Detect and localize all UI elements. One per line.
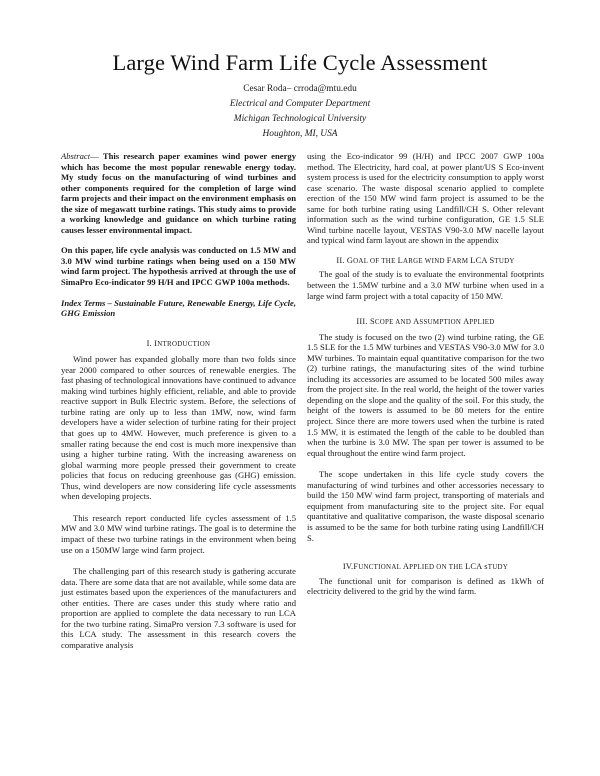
affiliation-university: Michigan Technological University [233, 114, 367, 124]
right-column [307, 151, 544, 597]
intro-paragraph-1: Wind power has expanded globally more than two folds since year 2000 compared to other sources of renewable energies. The fast phasing of technological innovations have continued to advance making wind turbines highly efficient, reliable, and able to provide reactive support in Bulk Electric system. Before, the selections of turbine rating are only up to less than 1MW, now, wind farm developers have a wider selection of turbine rating for their project that goes up to 4MW. However, much preference is given to a smaller rating because the end cost is much more inexpensive than using a higher turbine rating. With the increasing awareness on global warming more people pressed their government to create policies that focus on reducing greenhouse gas (GHG) emission. Thus, wind developers are now considering life cycle assessments when developing projects. [61, 354, 296, 502]
col2-continuation: using the Eco-indicator 99 (H/H) and IPCC 2007 GWP 100a method. The Electricity, hard coal, at power plant/US S Eco-invent system process is used for the electricity consumption to apply worst case scenario. The waste disposal scenario applied to complete erection of the 150 MW wind farm project is assumed to be the same for both turbine rating using Landfill/CH S. Other relevant information such as the wind turbine configuration, GE 1.5 SLE Wind turbine nacelle layout, VESTAS V90-3.0 MW nacelle layout and typical wind farm layout are shown in the appendix [307, 151, 544, 246]
scope-paragraph-2: The scope undertaken in this life cycle study covers the manufacturing of wind turbines and other accessories necessary to build the 150 MW wind farm project, transporting of materials and equipment from manufacturing site to the project site. For equal quantitative and qualitative comparison, the waste disposal scenario is assumed to be the same for both turbine rating using Landfill/CH S. [307, 469, 544, 543]
abstract-label: Abstract [61, 151, 91, 161]
intro-paragraph-2: This research report conducted life cycles assessment of 1.5 MW and 3.0 MW wind turbine ratings. The goal is to determine the impact of these two turbine ratings in the environment when being use on a 150MW large wind farm project. [61, 512, 296, 555]
abstract-paragraph-2: On this paper, life cycle analysis was conducted on 1.5 MW and 3.0 MW wind turbine ratings when being used on a 150 MW wind farm project. The hypothesis arrived at through the use of SimaPro Eco-indicator 99 H/H and IPCC GWP 100a methods. [61, 245, 296, 288]
index-terms: Index Terms – Sustainable Future, Renewable Energy, Life Cycle, GHG Emission [61, 297, 296, 319]
author-line: Cesar Roda– crroda@mtu.edu [243, 84, 357, 94]
abstract-text: This research paper examines wind power energy which has become the most popular renewable energy today. My study focus on the manufacturing of wind turbines and other components required for the completion of large wind farm projects and their impact on the environment emphasis on the size of megawatt turbine ratings. This study aims to provide a working knowledge and guidance on which turbine rating causes lesser environmental impact. [61, 151, 297, 235]
left-column [61, 151, 296, 650]
scope-paragraph-1: The study is focused on the two (2) wind turbine rating, the GE 1.5 SLE for the 1.5 MW turbines and VESTAS V90-3.0 MW for 3.0 MW turbines. To maintain equal quantitative comparison for the two (2) turbine ratings, the manufacturing sites of the wind turbine including its accessories are assumed to be located 500 miles away from the project site. In the real world, the height of the tower varies depending on the slope and the quality of the soil. For this study, the height of the towers is assumed to be 80 meters for the entire project. Since there are more towers used when the turbine is rated 1.5 MW, it is estimated the length of the cable to be doubled than when the turbine is 3.0 MW. The span per tower is assumed to be equal throughout the entire wind farm project. [307, 331, 544, 458]
affiliation-location: Houghton, MI, USA [262, 129, 338, 139]
paper-title: Large Wind Farm Life Cycle Assessment [112, 50, 488, 75]
section-heading-functional: IV.FUNCTIONAL APPLIED ON THE LCA sTUDY [342, 562, 509, 572]
functional-paragraph: The functional unit for comparison is defined as 1kWh of electricity delivered to the grid by the wind farm. [307, 575, 544, 597]
section-heading-introduction: I. INTRODUCTION [146, 338, 211, 348]
section-heading-scope: III. SCOPE AND ASSUMPTION APPLIED [356, 317, 495, 327]
intro-paragraph-3: The challenging part of this research study is gathering accurate data. There are some data that are not available, while some data are just estimates based upon the experiences of the manufacturers and other entities. There are cases under this study where ratio and proportion are applied to complete the data necessary to run LCA for the two turbine rating. SimaPro version 7.3 software is used for this LCA study. The assessment in this research covers the comparative analysis [61, 566, 296, 650]
abstract-dash: — [90, 151, 99, 161]
goal-paragraph: The goal of the study is to evaluate the environmental footprints between the 1.5MW turbine and a 3.0 MW turbine when used in a large wind farm project with a total capacity of 150 MW. [307, 269, 544, 301]
abstract-paragraph [61, 151, 296, 235]
section-heading-goal: II. GOAL OF THE LARGE WIND FARM LCA STUDY [336, 255, 515, 265]
affiliation-department: Electrical and Computer Department [229, 99, 371, 109]
